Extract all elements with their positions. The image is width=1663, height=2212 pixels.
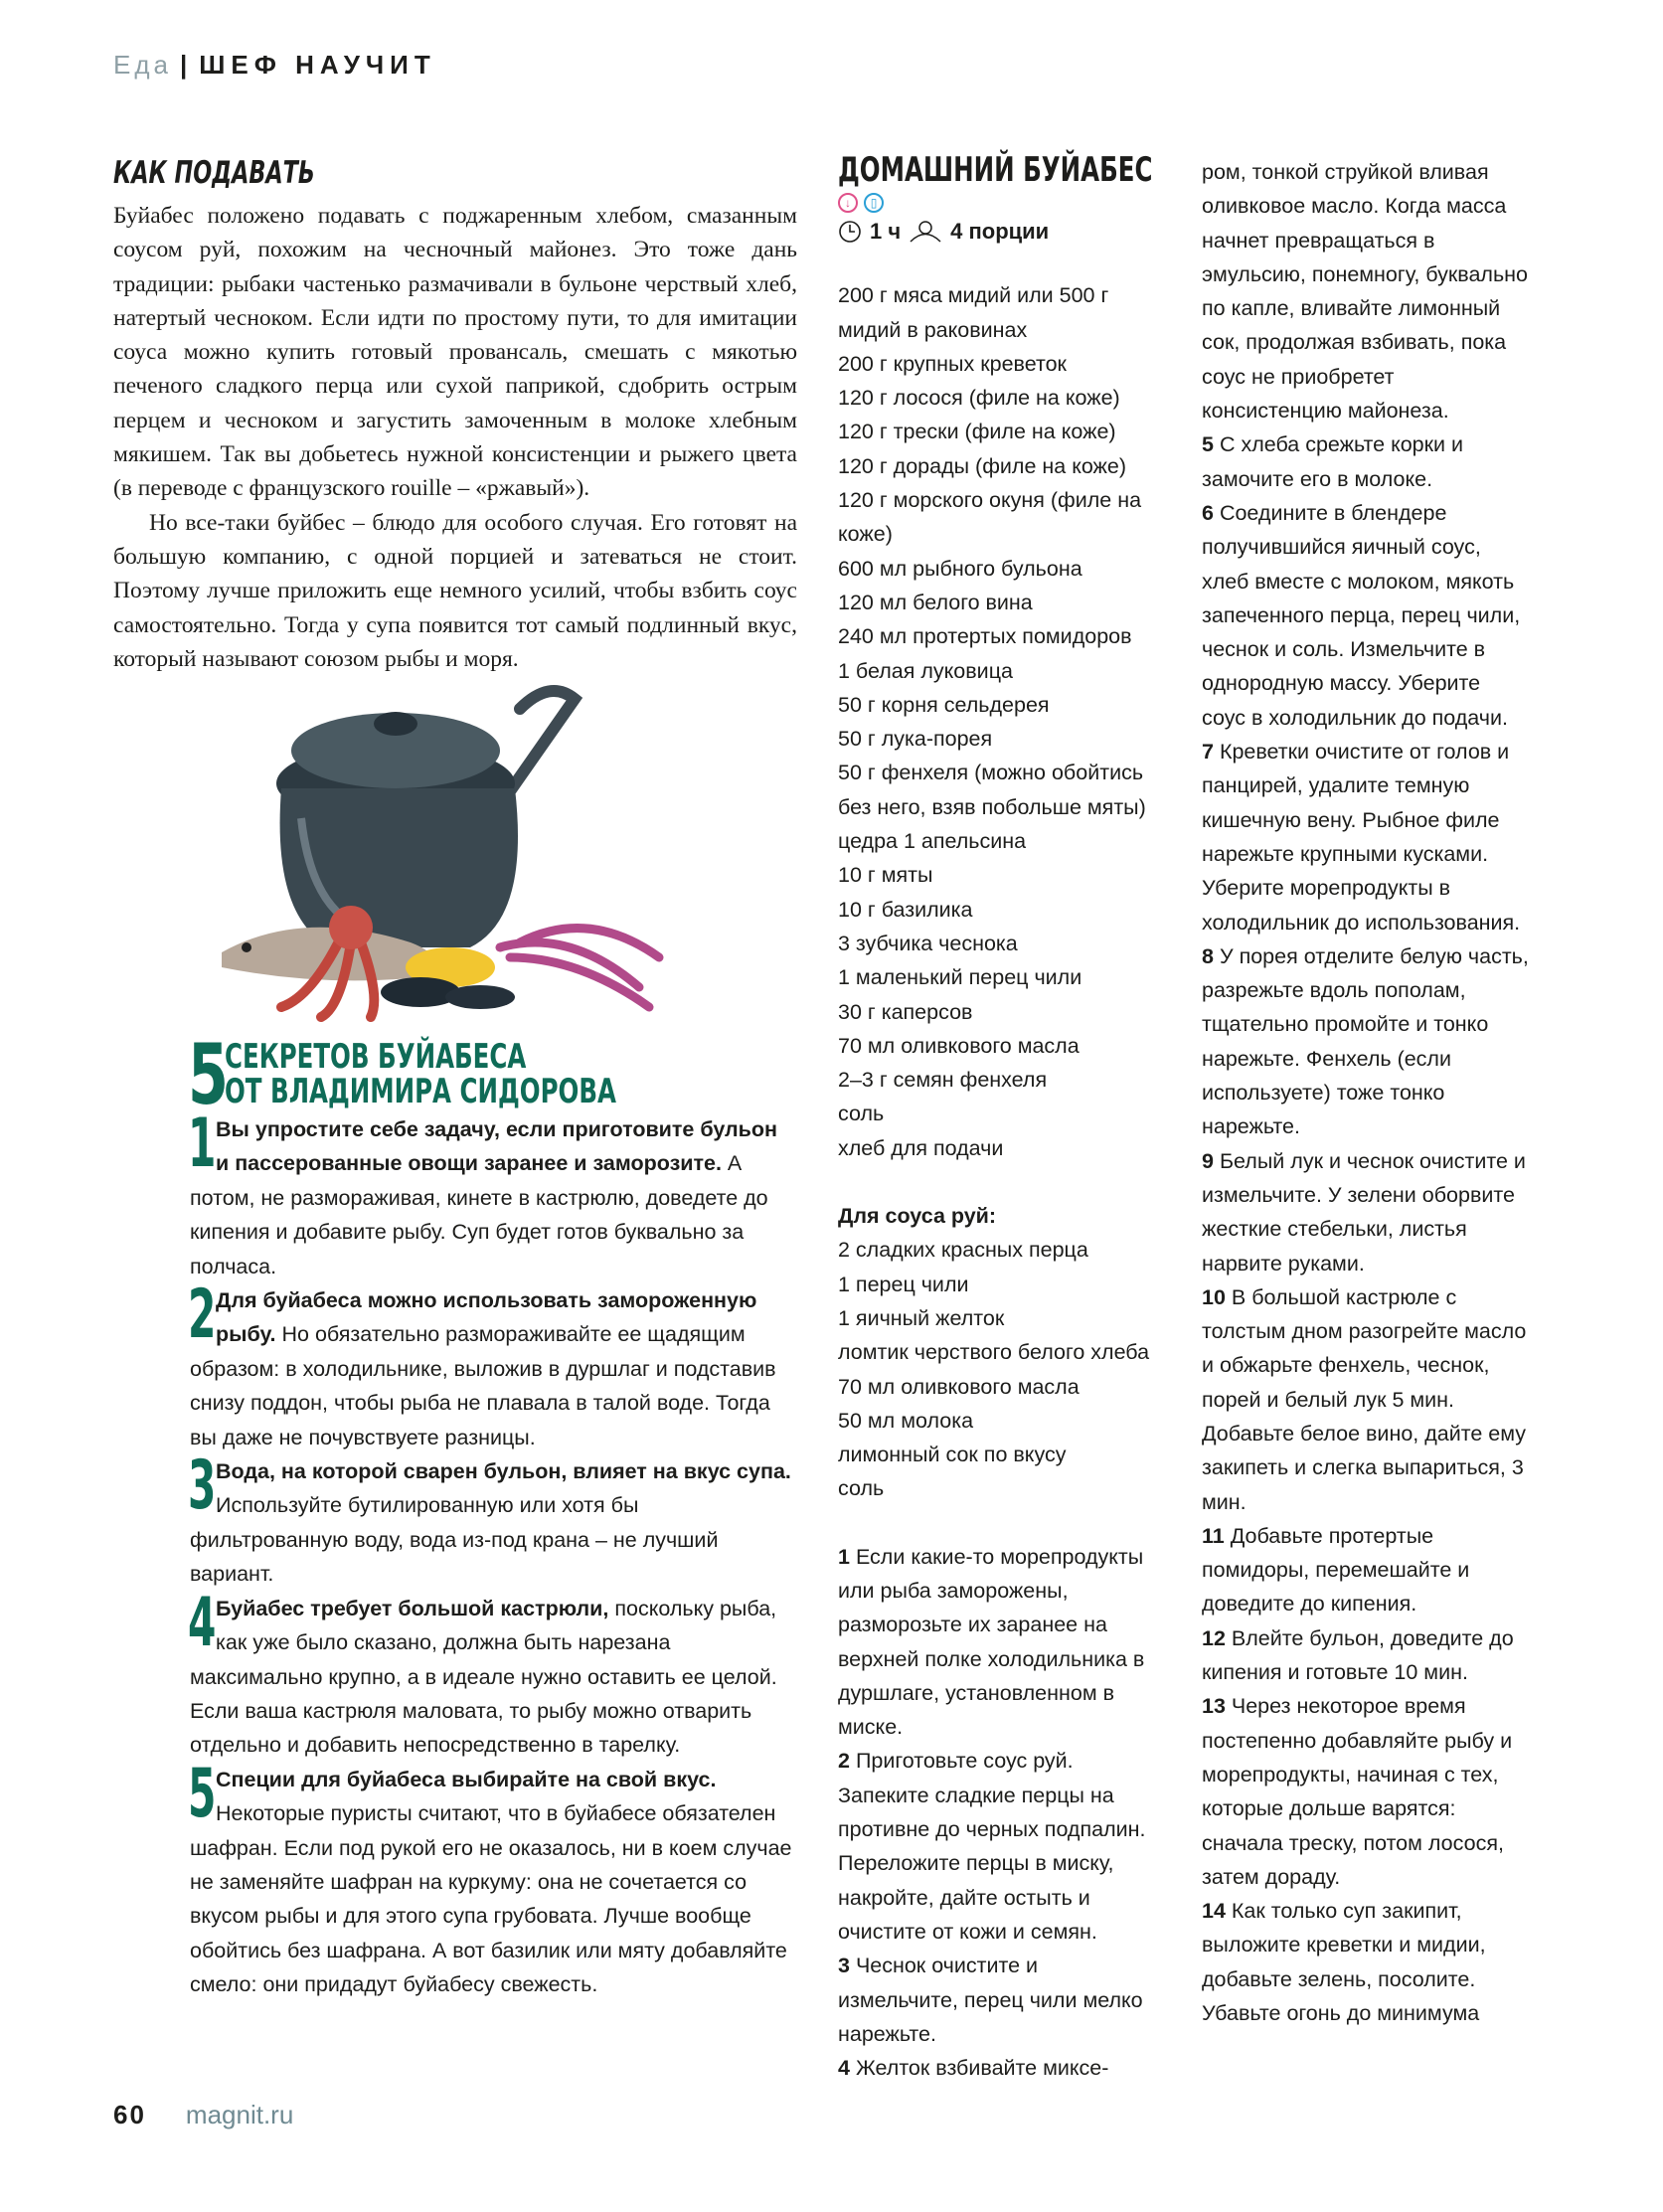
- ingredient-item: 120 г морского окуня (филе на коже): [838, 488, 1142, 547]
- step-text: В большой кастрюле с толстым дном разогрейте масло и обжарьте фенхель, чеснок, порей и белый лук 5 мин. Добавьте белое вино, дайте ему закипеть и слегка выпариться, 3 мин.: [1202, 1284, 1527, 1514]
- ingredient-item: 1 перец чили: [838, 1272, 969, 1296]
- tip-number: 3: [188, 1446, 217, 1526]
- recipe-step: [1202, 427, 1530, 496]
- footer: [113, 2100, 293, 2130]
- recipe-step: [838, 1540, 1161, 1745]
- step-text: Соедините в блендере получившийся яичный соус, хлеб вместе с молоком, мякоть запеченного перца, перец чили, чеснок и соль. Измельчите в однородную массу. Уберите соус в холодильник до подачи.: [1202, 500, 1521, 730]
- step-text: Через некоторое время постепенно добавляйте рыбу и морепродукты, начиная с тех, которые дольше варятся: сначала треску, потом лосося, затем дораду.: [1202, 1694, 1513, 1889]
- secret-tip: [188, 1583, 796, 1763]
- tip-lead: Вода, на которой сварен бульон, влияет на вкус супа.: [216, 1459, 791, 1484]
- ingredient-item: 120 мл белого вина: [838, 590, 1033, 614]
- ingredient-item: 240 мл протертых помидоров: [838, 624, 1132, 649]
- tip-lead: Буйабес требует большой кастрюли,: [216, 1596, 609, 1620]
- recipe-step: [838, 1949, 1161, 2051]
- ingredient-item: 120 г трески (филе на коже): [838, 420, 1116, 444]
- step-number: 5: [1202, 432, 1214, 457]
- recipe-title: ДОМАШНИЙ БУЙАБЕС: [838, 150, 1153, 190]
- recipe-step: [1202, 939, 1530, 1144]
- recipe-step: [1202, 1519, 1530, 1621]
- step-text: Влейте бульон, доведите до кипения и готовьте 10 мин.: [1202, 1625, 1514, 1685]
- recipe-column: [838, 151, 1161, 2085]
- section-header: [113, 50, 436, 81]
- person-icon: [909, 221, 942, 243]
- section-name: Еда: [113, 50, 172, 80]
- step-number: 6: [1202, 500, 1214, 525]
- ingredient-item: цедра 1 апельсина: [838, 829, 1027, 854]
- ingredient-item: 200 г мяса мидий или 500 г мидий в раковинах: [838, 283, 1109, 342]
- recipe-step: [1202, 1894, 1530, 2030]
- recipe-step: [1202, 1621, 1530, 1690]
- servings: 4 порции: [950, 219, 1050, 244]
- ingredient-item: 2 сладких красных перца: [838, 1238, 1088, 1263]
- step-continuation: ром, тонкой струйкой вливая оливковое масло. Когда масса начнет превращаться в эмульсию, понемногу, буквально по капле, вливайте лимонный сок, продолжая взбивать, пока соус не приобретет консистенцию майонеза.: [1202, 160, 1528, 424]
- tip-lead: Для буйабеса можно использовать замороженную рыбу.: [216, 1288, 757, 1347]
- ingredient-item: 3 зубчика чеснока: [838, 931, 1018, 955]
- frozen-down-arrow-icon: ↓: [838, 193, 858, 213]
- tip-lead: Специи для буйабеса выбирайте на свой вкус.: [216, 1767, 717, 1791]
- ingredient-item: 10 г мяты: [838, 863, 933, 888]
- secret-tip: [188, 1446, 796, 1592]
- ingredient-item: хлеб для подачи: [838, 1135, 1004, 1160]
- step-number: 7: [1202, 740, 1214, 765]
- separator: |: [179, 50, 192, 80]
- ingredient-item: 120 г дорады (филе на коже): [838, 453, 1127, 478]
- cook-time: 1 ч: [870, 219, 902, 244]
- ingredient-item: 120 г лосося (филе на коже): [838, 386, 1120, 411]
- recipe-step: [1202, 496, 1530, 735]
- step-number: 4: [838, 2056, 850, 2081]
- ingredient-item: 1 белая луковица: [838, 658, 1013, 683]
- tip-number: 4: [188, 1583, 217, 1662]
- ingredient-item: соль: [838, 1102, 885, 1126]
- recipe-step: [1202, 1144, 1530, 1280]
- steps-column: [1202, 155, 1530, 2030]
- recipe-meta: [838, 215, 1161, 249]
- ingredient-item: 2–3 г семян фенхеля: [838, 1068, 1048, 1093]
- serving-section: [113, 155, 797, 676]
- tip-text: поскольку рыба, как уже было сказано, должна быть нарезана максимально крупно, а в идеале нужно оставить ее целой. Если ваша кастрюля маловата, то рыбу можно отварить отдельно и добавить непосредственно в тарелку.: [190, 1596, 777, 1758]
- step-text: Добавьте протертые помидоры, перемешайте и доведите до кипения.: [1202, 1523, 1470, 1616]
- recipe-step: [1202, 735, 1530, 939]
- ingredient-item: соль: [838, 1476, 885, 1501]
- ingredient-item: ломтик черствого белого хлеба: [838, 1340, 1150, 1365]
- step-number: 13: [1202, 1694, 1226, 1719]
- recipe-step: [1202, 1689, 1530, 1894]
- secrets-number: 5: [188, 1026, 229, 1123]
- step-text: Белый лук и чеснок очистите и измельчите. У зелени оборвите жесткие стебельки, листья нарвите руками.: [1202, 1148, 1526, 1276]
- step-number: 12: [1202, 1625, 1226, 1650]
- step-number: 8: [1202, 943, 1214, 968]
- step-text: Чеснок очистите и измельчите, перец чили мелко нарежьте.: [838, 1954, 1143, 2046]
- serving-heading: КАК ПОДАВАТЬ: [113, 155, 315, 191]
- serving-paragraph: Но все-таки буйбес – блюдо для особого случая. Его готовят на большую компанию, с одной порцией и затеваться не стоит. Поэтому лучше приложить еще немного усилий, чтобы взбить соус самостоятельно. Тогда у супа появится тот самый подлинный вкус, который называют союзом рыбы и моря.: [113, 509, 797, 672]
- recipe-step: [1202, 1280, 1530, 1519]
- ingredient-item: 50 г лука-порея: [838, 727, 993, 752]
- ingredient-item: 30 г каперсов: [838, 999, 973, 1024]
- secrets-list: [188, 1105, 796, 2002]
- sauce-heading: Для соуса руй:: [838, 1204, 997, 1229]
- ingredient-item: 10 г базилика: [838, 897, 973, 922]
- step-text: У порея отделите белую часть, разрежьте вдоль пополам, тщательно промойте и тонко нарежьте. Фенхель (если используете) тоже тонко нарежьте.: [1202, 943, 1529, 1139]
- step-number: 14: [1202, 1899, 1226, 1924]
- step-text: Если какие-то морепродукты или рыба заморожены, разморозьте их заранее на верхней полке холодильника в дуршлаге, установленном в миске.: [838, 1544, 1145, 1740]
- step-number: 10: [1202, 1284, 1226, 1309]
- secret-tip: [188, 1754, 796, 2002]
- tip-number: 2: [188, 1276, 217, 1355]
- secrets-title-line1: СЕКРЕТОВ БУЙАБЕСА: [225, 1037, 527, 1077]
- ingredient-item: 50 г фенхеля (можно обойтись без него, взяв побольше мяты): [838, 761, 1146, 819]
- ingredient-item: 1 маленький перец чили: [838, 965, 1082, 990]
- ingredient-item: 200 г крупных креветок: [838, 351, 1067, 376]
- step-text: Как только суп закипит, выложите креветки и мидии, добавьте зелень, посолите. Убавьте огонь до минимума: [1202, 1899, 1486, 2026]
- recipe-step: [838, 2051, 1161, 2085]
- step-number: 1: [838, 1544, 850, 1569]
- tip-text: Используйте бутилированную или хотя бы фильтрованную воду, вода из-под крана – не лучший вариант.: [190, 1493, 719, 1587]
- page-number: 60: [113, 2100, 146, 2129]
- ingredient-item: 1 яичный желток: [838, 1305, 1005, 1330]
- secret-tip: [188, 1276, 796, 1454]
- steps-list: [838, 1540, 1161, 2086]
- ingredients-list: [838, 278, 1161, 1165]
- ingredient-item: 70 мл оливкового масла: [838, 1374, 1080, 1399]
- ingredient-item: 50 мл молока: [838, 1408, 974, 1433]
- clock-icon: [838, 220, 862, 244]
- step-text: Креветки очистите от голов и панцирей, удалите темную кишечную вену. Рыбное филе нарежьте крупными кусками. Уберите морепродукты в холодильник до использования.: [1202, 740, 1521, 935]
- ingredient-item: лимонный сок по вкусу: [838, 1443, 1067, 1467]
- step-text: Желток взбивайте миксе-: [849, 2056, 1109, 2081]
- tip-lead: Вы упростите себе задачу, если приготовите бульон и пассерованные овощи заранее и заморозите.: [216, 1117, 778, 1176]
- ingredient-item: 50 г корня сельдерея: [838, 692, 1050, 717]
- tip-number: 1: [188, 1105, 217, 1183]
- step-text: С хлеба срежьте корки и замочите его в молоке.: [1202, 432, 1464, 491]
- rubric-title: ШЕФ НАУЧИТ: [199, 50, 436, 80]
- secret-tip: [188, 1105, 796, 1283]
- serving-paragraph: Буйабес положено подавать с поджаренным хлебом, смазанным соусом руй, похожим на чесночный майонез. Это тоже дань традиции: рыбаки частенько размачивали в бульоне черствый хлеб, натертый чесноком. Если идти по простому пути, то для имитации соуса можно купить готовый провансаль, смешать с мякотью печеного сладкого перца или сухой паприкой, сдобрить острым перцем и чесноком и загустить замоченным в молоке хлебным мякишем. Так вы добьетесь нужной консистенции и рыжего цвета (в переводе с французского rouille – «ржавый»).: [113, 203, 797, 502]
- tip-number: 5: [188, 1754, 217, 1833]
- pot-with-seafood-illustration: [222, 679, 669, 1022]
- ingredient-item: 600 мл рыбного бульона: [838, 556, 1082, 581]
- tip-text: А потом, не размораживая, кинете в кастрюлю, доведете до кипения и добавите рыбу. Суп будет готов буквально за полчаса.: [190, 1151, 768, 1278]
- tip-text: Некоторые пуристы считают, что в буйабесе обязателен шафран. Если под рукой его не оказалось, ни в коем случае не заменяйте шафран на куркуму: она не сочетается со вкусом рыбы и для этого супа грубовата. Лучше вообще обойтись без шафрана. А вот базилик или мяту добавляйте смело: они придадут буйабесу свежесть.: [190, 1801, 792, 1997]
- steps-list: [1202, 427, 1530, 2030]
- step-number: 11: [1202, 1523, 1225, 1548]
- ingredient-item: 70 мл оливкового масла: [838, 1033, 1080, 1058]
- bottle-icon: ▯: [864, 193, 884, 213]
- step-text: Приготовьте соус руй. Запеките сладкие перцы на противне до черных подпалин. Переложите перцы в миску, накройте, дайте остыть и очистите от кожи и семян.: [838, 1749, 1146, 1944]
- step-number: 2: [838, 1749, 850, 1774]
- tip-text: Но обязательно размораживайте ее щадящим образом: в холодильнике, выложив в дуршлаг и подставив снизу поддон, чтобы рыба не плавала в талой воде. Тогда вы даже не почувствуете разницы.: [190, 1322, 776, 1449]
- step-number: 9: [1202, 1148, 1214, 1173]
- step-number: 3: [838, 1954, 850, 1978]
- recipe-step: [838, 1744, 1161, 1949]
- site-link[interactable]: magnit.ru: [185, 2100, 294, 2129]
- sauce-ingredients-list: [838, 1233, 1161, 1505]
- secrets-title-line2: ОТ ВЛАДИМИРА СИДОРОВА: [225, 1072, 616, 1111]
